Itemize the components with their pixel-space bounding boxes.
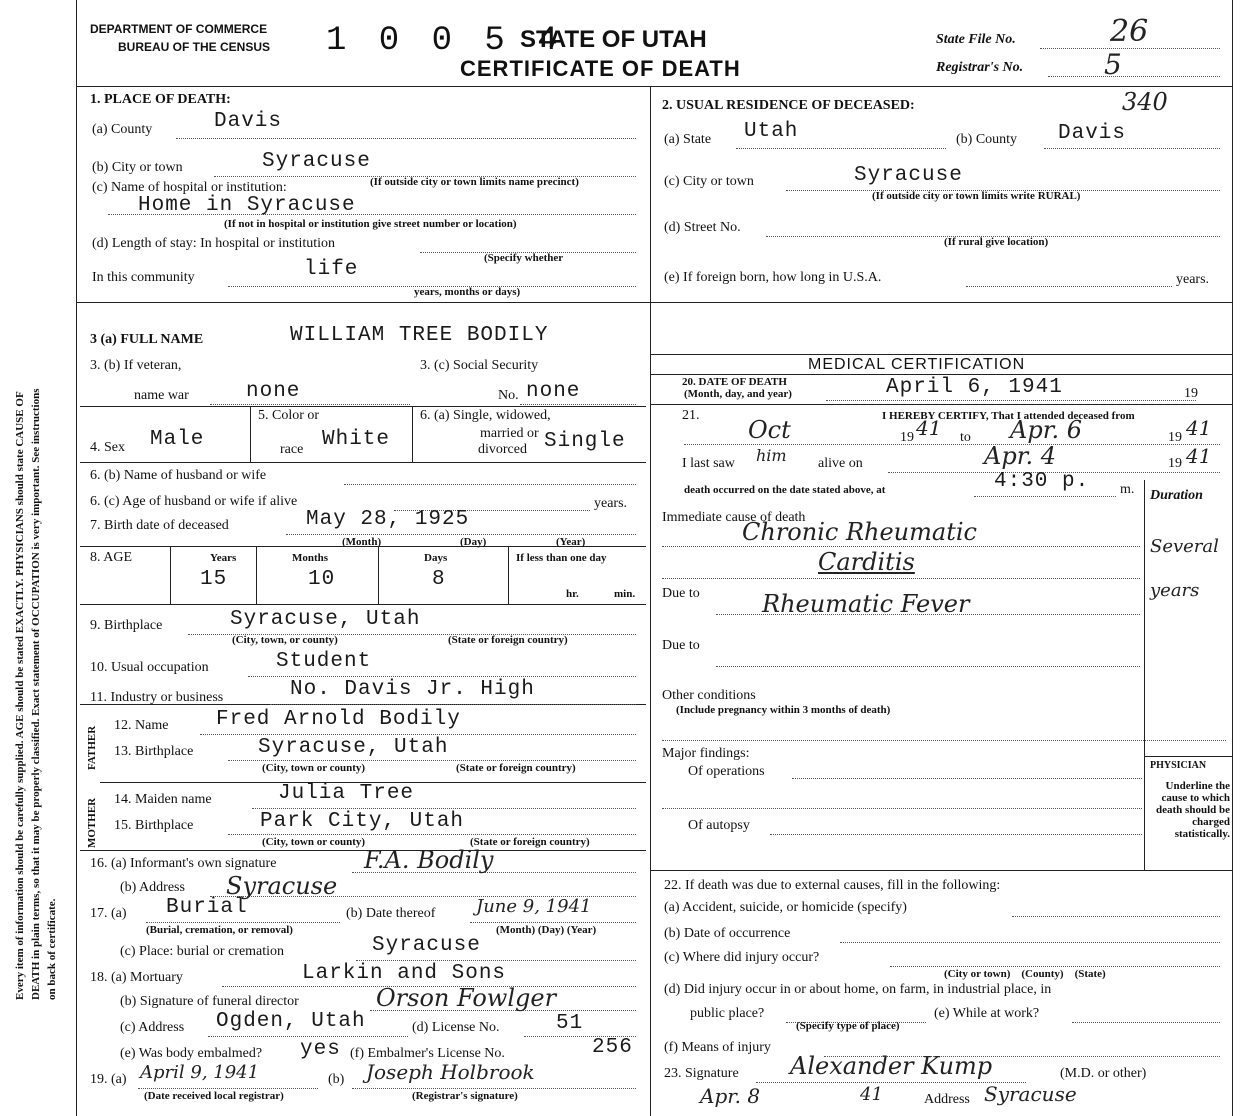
public-place-label: public place?: [690, 1006, 765, 1021]
birth-date-label: 7. Birth date of deceased: [90, 518, 229, 533]
physician-label: PHYSICIAN: [1150, 760, 1207, 771]
place-of-death-heading: 1. PLACE OF DEATH:: [90, 92, 231, 107]
received-note: (Date received local registrar): [144, 1090, 284, 1102]
md-label: (M.D. or other): [1060, 1066, 1147, 1081]
embalmer-license-label: (f) Embalmer's License No.: [350, 1046, 505, 1061]
registrar-value: 5: [1104, 48, 1122, 81]
other-line: [662, 740, 1226, 741]
medical-top-rule: [650, 354, 1232, 355]
death-city: Syracuse: [262, 150, 371, 173]
attended-to-year: 41: [1186, 416, 1212, 440]
duration-label: Duration: [1150, 488, 1203, 503]
where-label: (c) Where did injury occur?: [664, 950, 820, 965]
residence-state-label: (a) State: [664, 132, 712, 147]
sex-value: Male: [150, 428, 205, 451]
occupation: Student: [276, 650, 372, 673]
mother-birthplace: Park City, Utah: [260, 810, 465, 833]
mother-side-label: MOTHER: [86, 797, 98, 848]
mortuary: Larkin and Sons: [302, 962, 507, 985]
accident-label: (a) Accident, suicide, or homicide (specify): [664, 900, 907, 915]
death-time-suffix: m.: [1120, 482, 1135, 497]
birthplace: Syracuse, Utah: [230, 608, 421, 631]
death-time: 4:30 p.: [994, 470, 1090, 493]
burial-place: Syracuse: [372, 934, 481, 957]
duration-1: Several: [1150, 536, 1219, 557]
informant-signature: F.A. Bodily: [364, 846, 494, 874]
header-rule: [76, 86, 1232, 87]
mother-city-note: (City, town or county): [262, 836, 366, 848]
mother-birthplace-line: [228, 834, 636, 835]
autopsy-line: [770, 834, 1142, 835]
public-note: (Specify type of place): [796, 1020, 900, 1032]
industry-label: 11. Industry or business: [90, 690, 224, 705]
license-label: (d) License No.: [412, 1020, 500, 1035]
major-findings-label: Major findings:: [662, 746, 750, 761]
registrar-label: Registrar's No.: [936, 60, 1024, 75]
immediate-line-2: [662, 578, 1140, 579]
embalmed-value: yes: [300, 1038, 341, 1061]
physician-sig-label: 23. Signature: [664, 1066, 739, 1081]
physician-sig-date: Apr. 8: [700, 1084, 761, 1108]
last-saw-date: Apr. 4: [984, 442, 1057, 470]
director-label: (b) Signature of funeral director: [120, 994, 299, 1009]
death-occurred-label: death occurred on the date stated above, at: [684, 484, 886, 496]
bureau-label: BUREAU OF THE CENSUS: [118, 40, 271, 54]
at-work-label: (e) While at work?: [934, 1006, 1040, 1021]
mother-name-line: [252, 808, 636, 809]
informant-sig-label: 16. (a) Informant's own signature: [90, 856, 277, 871]
due-to-1: Rheumatic Fever: [762, 590, 970, 618]
burial-place-label: (c) Place: burial or cremation: [120, 944, 285, 959]
underline-note: Underline the cause to which death should be charged statistically.: [1156, 780, 1230, 840]
certify-number: 21.: [682, 408, 700, 423]
specify-note: (Specify whether: [484, 252, 564, 264]
sex-row-top: [80, 406, 646, 407]
age-row-bottom: [80, 604, 646, 605]
other-conditions-label: Other conditions: [662, 688, 756, 703]
physician-address: Syracuse: [984, 1082, 1077, 1106]
alive-on-label: alive on: [818, 456, 863, 471]
age-days-label: Days: [424, 552, 448, 564]
residence-city-label: (c) City or town: [664, 174, 754, 189]
hospital-name: Home in Syracuse: [138, 194, 356, 217]
age-divider-2: [256, 546, 257, 604]
occupation-label: 10. Usual occupation: [90, 660, 209, 675]
immediate-cause-2: Carditis: [818, 548, 915, 576]
registrar-signature: Joseph Holbrook: [366, 1060, 535, 1084]
death-time-line: [974, 496, 1116, 497]
state-file-value: 26: [1110, 14, 1149, 49]
state-file-label: State File No.: [936, 32, 1016, 47]
other-conditions-note: (Include pregnancy within 3 months of death): [676, 704, 891, 716]
father-birthplace-label: 13. Birthplace: [114, 744, 194, 759]
hospital-note: (If outside city or town limits name precinct): [370, 176, 579, 188]
race-value: White: [322, 428, 391, 451]
at-work-line: [1072, 1022, 1220, 1023]
residence-corner-mark: 340: [1122, 88, 1168, 116]
mortuary-address: Ogden, Utah: [216, 1010, 366, 1033]
age-months-label: Months: [292, 552, 329, 564]
death-date: April 6, 1941: [886, 376, 1063, 399]
birthplace-state-note: (State or foreign country): [448, 634, 568, 646]
attended-to-label: to: [960, 430, 971, 445]
foreign-years-label: years.: [1176, 272, 1210, 287]
spouse-line: [344, 484, 636, 485]
birth-day-note: (Day): [460, 536, 487, 548]
race-label: race: [280, 442, 304, 457]
mother-name: Julia Tree: [278, 782, 415, 805]
external-top-rule: [650, 870, 1232, 871]
spouse-age-years: years.: [594, 496, 628, 511]
father-birthplace: Syracuse, Utah: [258, 736, 449, 759]
registrar-sig-label: (b): [328, 1072, 345, 1087]
state-title: STATE OF UTAH: [520, 26, 707, 53]
foreign-born-line: [966, 286, 1172, 287]
street-note: (If rural give location): [944, 236, 1049, 248]
burial-date-note: (Month) (Day) (Year): [496, 924, 597, 936]
death-county-line: [176, 138, 636, 139]
age-divider-4: [508, 546, 509, 604]
spouse-label: 6. (b) Name of husband or wife: [90, 468, 267, 483]
mortuary-label: 18. (a) Mortuary: [90, 970, 183, 985]
certificate-title: CERTIFICATE OF DEATH: [460, 56, 741, 81]
accident-line: [1012, 916, 1220, 917]
mother-birthplace-label: 15. Birthplace: [114, 818, 194, 833]
outer-left-border: [76, 0, 77, 1116]
home-label: (d) Did injury occur in or about home, on farm, in industrial place, in: [664, 982, 1052, 997]
ss-value: none: [526, 380, 581, 403]
father-side-label: FATHER: [86, 725, 98, 770]
duration-divider: [1144, 480, 1145, 870]
length-of-stay-label: (d) Length of stay: In hospital or institution: [92, 236, 336, 251]
due-to-line-2: [716, 666, 1140, 667]
age-divider-1: [170, 546, 171, 604]
informant-top-rule: [80, 850, 646, 851]
director-signature: Orson Fowlger: [376, 984, 557, 1012]
center-divider: [650, 86, 651, 1116]
hospital-note-2: (If not in hospital or institution give street number or location): [224, 218, 517, 230]
residence-state-line: [736, 148, 946, 149]
birthplace-label: 9. Birthplace: [90, 618, 163, 633]
means-label: (f) Means of injury: [664, 1040, 771, 1055]
physician-address-label: Address: [924, 1092, 970, 1107]
industry-line: [270, 704, 636, 705]
mortuary-address-label: (c) Address: [120, 1020, 185, 1035]
age-years: 15: [200, 568, 228, 591]
attended-to-prefix: 19: [1168, 430, 1182, 445]
full-name-label: 3 (a) FULL NAME: [90, 332, 204, 347]
margin-line-3: on back of certificate.: [46, 898, 58, 1000]
age-label: 8. AGE: [90, 550, 132, 565]
informant-address: Syracuse: [226, 872, 338, 900]
burial-label: 17. (a): [90, 906, 127, 921]
received-line: [138, 1088, 318, 1089]
war-label: name war: [134, 388, 189, 403]
residence-county: Davis: [1058, 122, 1127, 145]
war-value: none: [246, 380, 301, 403]
marital-value: Single: [544, 430, 626, 453]
autopsy-line-top: [662, 808, 1142, 809]
of-operations-label: Of operations: [688, 764, 765, 779]
attended-from-prefix: 19: [900, 430, 914, 445]
war-line: [210, 404, 410, 405]
margin-line-2: DEATH in plain terms, so that it may be properly classified. Exact statement of OCCUPATION is very important. See instructions: [30, 388, 42, 1000]
birth-month-note: (Month): [342, 536, 382, 548]
attended-from-year: 41: [916, 416, 942, 440]
section1-bottom-rule: [76, 302, 1232, 303]
received-date: April 9, 1941: [140, 1062, 260, 1083]
residence-city: Syracuse: [854, 164, 963, 187]
attended-line: [684, 444, 1220, 445]
sex-row-bottom: [80, 462, 646, 463]
attended-from: Oct: [748, 416, 791, 444]
death-date-note: (Month, day, and year): [684, 388, 792, 400]
physician-sig-year: 41: [860, 1084, 883, 1105]
death-date-label: 20. DATE OF DEATH: [682, 376, 787, 388]
less-than-day-label: If less than one day: [516, 552, 607, 564]
death-date-line: [826, 400, 1196, 401]
occupation-line: [248, 676, 636, 677]
registrar-line: [1048, 76, 1220, 77]
of-autopsy-label: Of autopsy: [688, 818, 750, 833]
due-to-label-1: Due to: [662, 586, 700, 601]
immediate-cause-label: Immediate cause of death: [662, 510, 806, 525]
medical-heading-rule: [650, 374, 1232, 375]
age-divider-3: [378, 546, 379, 604]
father-name-label: 12. Name: [114, 718, 169, 733]
industry: No. Davis Jr. High: [290, 678, 535, 701]
birth-year-note: (Year): [556, 536, 586, 548]
ss-line: [520, 404, 636, 405]
marital-label-2: married or: [480, 426, 539, 441]
immediate-line-1: [662, 546, 1140, 547]
department-label: DEPARTMENT OF COMMERCE: [90, 22, 268, 36]
age-months: 10: [308, 568, 336, 591]
foreign-born-label: (e) If foreign born, how long in U.S.A.: [664, 270, 882, 285]
full-name: WILLIAM TREE BODILY: [290, 324, 549, 347]
residence-city-note: (If outside city or town limits write RURAL): [872, 190, 1081, 202]
age-years-label: Years: [210, 552, 237, 564]
burial-date-label: (b) Date thereof: [346, 906, 436, 921]
informant-address-label: (b) Address: [120, 880, 185, 895]
burial-date: June 9, 1941: [476, 896, 592, 917]
death-county: Davis: [214, 110, 283, 133]
last-saw-who: him: [756, 446, 787, 465]
burial-place-line: [356, 960, 636, 961]
birth-date: May 28, 1925: [306, 508, 470, 531]
race-divider: [412, 406, 413, 462]
ss-no-label: No.: [498, 388, 519, 403]
mother-state-note: (State or foreign country): [470, 836, 590, 848]
margin-instructions: [0, 0, 70, 1116]
death-date-rule: [650, 404, 1232, 405]
death-year-suffix: 19: [1184, 386, 1198, 401]
embalmer-license: 256: [592, 1036, 633, 1059]
last-saw-label: I last saw: [682, 456, 735, 471]
min-label: min.: [614, 588, 636, 600]
death-city-label: (b) City or town: [92, 160, 183, 175]
last-saw-prefix: 19: [1168, 456, 1182, 471]
embalmed-label: (e) Was body embalmed?: [120, 1046, 263, 1061]
residence-heading: 2. USUAL RESIDENCE OF DECEASED:: [662, 98, 915, 113]
hr-label: hr.: [566, 588, 579, 600]
due-to-label-2: Due to: [662, 638, 700, 653]
burial-date-line: [470, 922, 636, 923]
attended-to: Apr. 6: [1010, 416, 1083, 444]
where-note: (City or town) (County) (State): [944, 968, 1106, 980]
external-causes-label: 22. If death was due to external causes, fill in the following:: [664, 878, 1001, 893]
sex-divider: [250, 406, 251, 462]
marital-label-1: 6. (a) Single, widowed,: [420, 408, 551, 423]
marital-label-3: divorced: [478, 442, 527, 457]
ss-label: 3. (c) Social Security: [420, 358, 539, 373]
certify-text: I HEREBY CERTIFY, That I attended deceased from: [882, 410, 1135, 422]
residence-state: Utah: [744, 120, 799, 143]
registrar-sig-line: [352, 1088, 636, 1089]
father-state-note: (State or foreign country): [456, 762, 576, 774]
hospital-label: (c) Name of hospital or institution:: [92, 180, 287, 195]
community-length: life: [304, 258, 359, 281]
burial-line: [146, 922, 340, 923]
father-birthplace-line: [228, 760, 636, 761]
mortuary-address-line: [208, 1036, 408, 1037]
father-name-line: [200, 734, 636, 735]
ymd-note: years, months or days): [414, 286, 521, 298]
father-name: Fred Arnold Bodily: [216, 708, 461, 731]
outer-right-border: [1232, 0, 1233, 1116]
duration-2: years: [1150, 580, 1200, 601]
father-city-note: (City, town or county): [262, 762, 366, 774]
death-county-label: (a) County: [92, 122, 153, 137]
mother-name-label: 14. Maiden name: [114, 792, 212, 807]
burial-value: Burial: [166, 896, 248, 919]
birth-date-line: [286, 534, 636, 535]
operations-line: [792, 778, 1142, 779]
burial-note: (Burial, cremation, or removal): [146, 924, 293, 936]
occurrence-label: (b) Date of occurrence: [664, 926, 791, 941]
where-line: [890, 966, 1220, 967]
occurrence-line: [840, 942, 1220, 943]
age-days: 8: [432, 568, 446, 591]
immediate-cause-1: Chronic Rheumatic: [742, 518, 977, 546]
veteran-label: 3. (b) If veteran,: [90, 358, 182, 373]
residence-county-line: [1044, 148, 1220, 149]
physician-rule: [1144, 756, 1232, 757]
license-value: 51: [556, 1012, 584, 1035]
margin-line-1: Every item of information should be carefully supplied. AGE should be stated EXACTLY. PHYSICIANS should state CAUSE OF: [14, 391, 26, 1000]
color-label: 5. Color or: [258, 408, 320, 423]
birthplace-city-note: (City, town, or county): [232, 634, 338, 646]
certificate-number: 1 0 0 5 4: [326, 22, 564, 60]
physician-signature: Alexander Kump: [790, 1052, 993, 1080]
last-saw-year: 41: [1186, 444, 1212, 468]
medical-heading: MEDICAL CERTIFICATION: [808, 356, 1026, 373]
spouse-age-label: 6. (c) Age of husband or wife if alive: [90, 494, 298, 509]
sex-label: 4. Sex: [90, 440, 125, 455]
community-label: In this community: [92, 270, 195, 285]
residence-county-label: (b) County: [956, 132, 1018, 147]
registrar-sig-note: (Registrar's signature): [412, 1090, 518, 1102]
received-label: 19. (a): [90, 1072, 127, 1087]
street-label: (d) Street No.: [664, 220, 741, 235]
